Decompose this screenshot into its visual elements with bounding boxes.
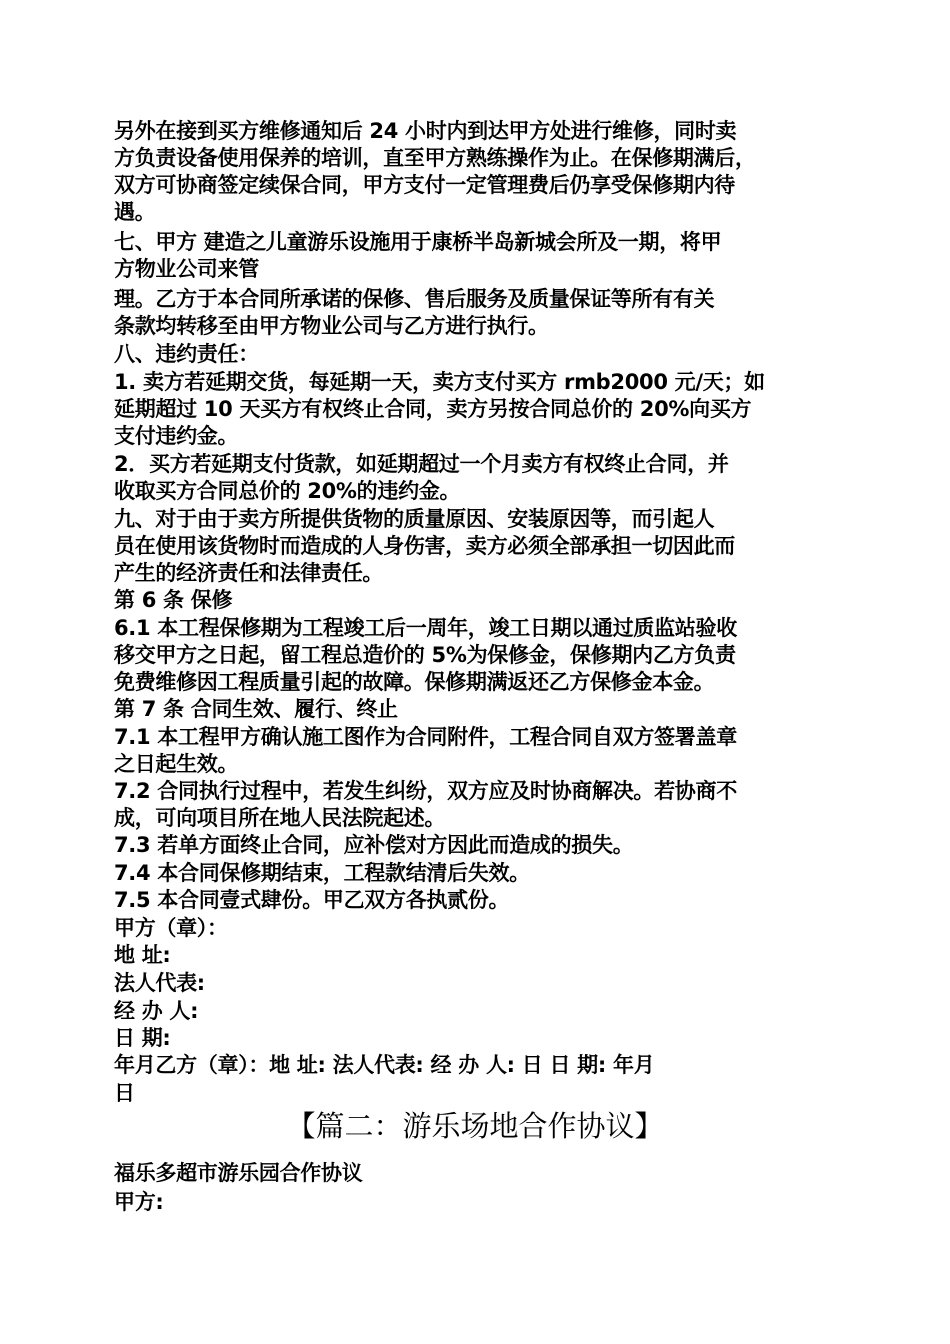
- signature-line: 地 址:: [114, 943, 171, 967]
- body-line: 遇。: [114, 200, 156, 224]
- signature-line: 法人代表:: [114, 971, 205, 995]
- body-line: 理。乙方于本合同所承诺的保修、售后服务及质量保证等所有有关: [114, 287, 715, 311]
- body-line: 条款均转移至由甲方物业公司与乙方进行执行。: [114, 314, 549, 338]
- signature-line: 日: [114, 1081, 135, 1105]
- body-line: 方物业公司来管: [114, 257, 259, 281]
- body-line: 1. 卖方若延期交货，每延期一天，卖方支付买方 rmb2000 元/天；如: [114, 370, 765, 394]
- section-heading: 第 7 条 合同生效、履行、终止: [114, 697, 398, 721]
- body-line: 2．买方若延期支付货款，如延期超过一个月卖方有权终止合同，并: [114, 452, 729, 476]
- body-line: 九、对于由于卖方所提供货物的质量原因、安装原因等，而引起人: [114, 507, 715, 531]
- body-line: 7.3 若单方面终止合同，应补偿对方因此而造成的损失。: [114, 833, 634, 857]
- body-line: 延期超过 10 天买方有权终止合同，卖方另按合同总价的 20%向买方: [114, 397, 752, 421]
- body-line: 之日起生效。: [114, 752, 239, 776]
- body-line: 收取买方合同总价的 20%的违约金。: [114, 479, 461, 503]
- body-line: 八、违约责任：: [114, 342, 259, 366]
- subsection-title: 福乐多超市游乐园合作协议: [114, 1161, 363, 1185]
- body-line: 员在使用该货物时而造成的人身伤害，卖方必须全部承担一切因此而: [114, 534, 735, 558]
- signature-line: 经 办 人:: [114, 999, 199, 1023]
- body-line: 产生的经济责任和法律责任。: [114, 561, 384, 585]
- section-title: 【篇二：游乐场地合作协议】: [286, 1109, 664, 1143]
- body-line: 甲方:: [114, 1190, 164, 1214]
- body-line: 7.4 本合同保修期结束，工程款结清后失效。: [114, 861, 530, 885]
- body-line: 支付违约金。: [114, 424, 239, 448]
- body-line: 成，可向项目所在地人民法院起述。: [114, 806, 446, 830]
- body-line: 7.2 合同执行过程中，若发生纠纷，双方应及时协商解决。若协商不: [114, 779, 737, 803]
- body-line: 免费维修因工程质量引起的故障。保修期满返还乙方保修金本金。: [114, 670, 715, 694]
- signature-line: 年月乙方（章）：地 址: 法人代表: 经 办 人: 日 日 期: 年月: [114, 1053, 655, 1077]
- body-line: 另外在接到买方维修通知后 24 小时内到达甲方处进行维修，同时卖: [114, 119, 737, 143]
- section-heading: 第 6 条 保修: [114, 588, 233, 612]
- body-line: 移交甲方之日起，留工程总造价的 5%为保修金，保修期内乙方负责: [114, 643, 736, 667]
- body-line: 方负责设备使用保养的培训，直至甲方熟练操作为止。在保修期满后，: [114, 146, 756, 170]
- signature-line: 甲方（章）：: [114, 916, 228, 940]
- body-line: 6.1 本工程保修期为工程竣工后一周年，竣工日期以通过质监站验收: [114, 616, 737, 640]
- signature-line: 日 期:: [114, 1026, 171, 1050]
- body-line: 双方可协商签定续保合同，甲方支付一定管理费后仍享受保修期内待: [114, 173, 735, 197]
- body-line: 7.5 本合同壹式肆份。甲乙双方各执贰份。: [114, 888, 510, 912]
- body-line: 7.1 本工程甲方确认施工图作为合同附件，工程合同自双方签署盖章: [114, 725, 737, 749]
- body-line: 七、甲方 建造之儿童游乐设施用于康桥半岛新城会所及一期，将甲: [114, 230, 722, 254]
